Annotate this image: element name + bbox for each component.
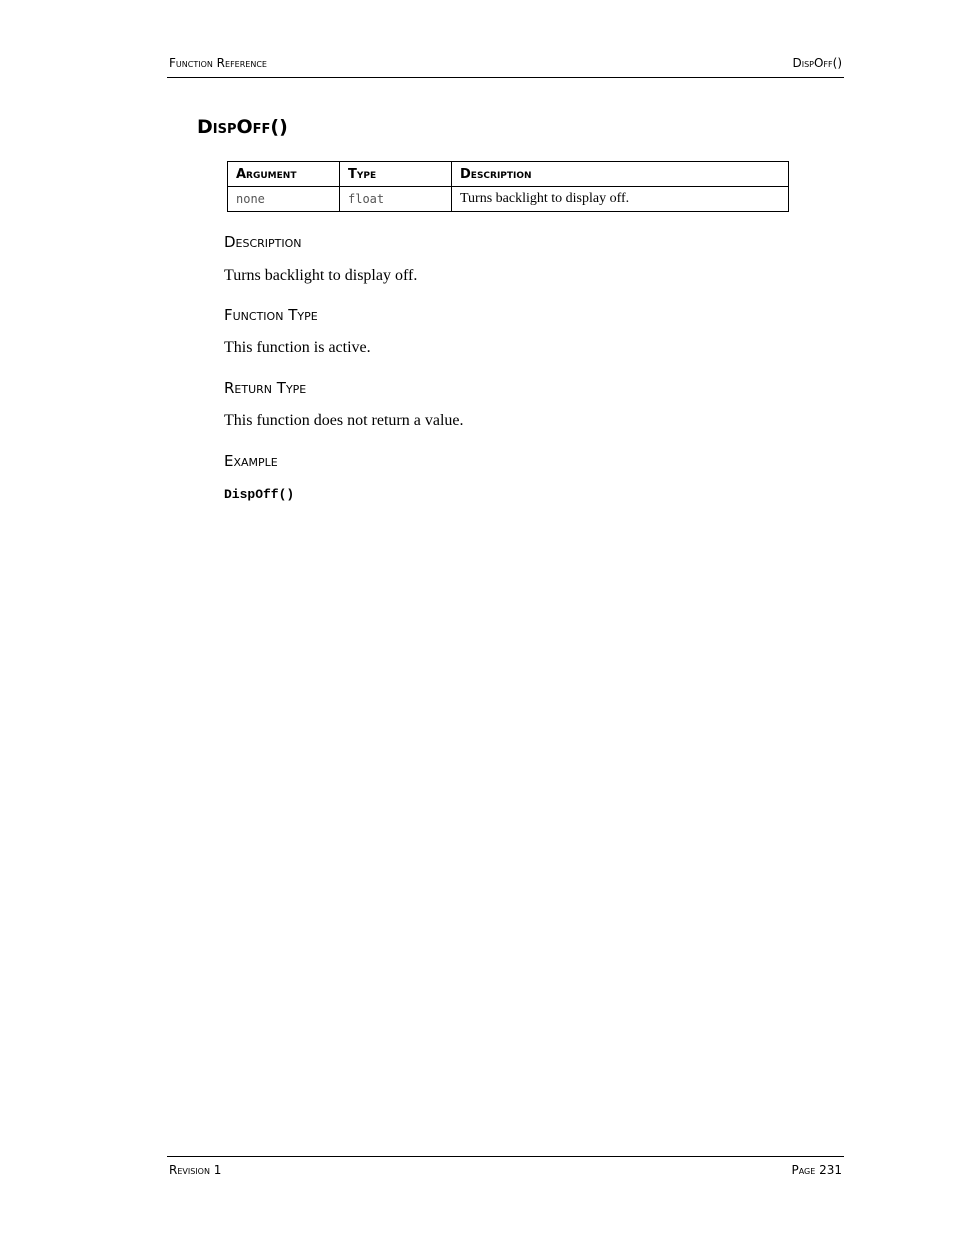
function-type-text: This function is active. (224, 339, 371, 356)
table-header-row (228, 162, 789, 187)
page-header (167, 55, 844, 78)
header-function-name: DispOff() (792, 56, 842, 70)
footer-page-number: Page 231 (791, 1163, 842, 1177)
cell-description: Turns backlight to display off. (452, 187, 789, 212)
description-heading: Description (224, 233, 302, 251)
page-footer (167, 1156, 844, 1177)
return-type-heading: Return Type (224, 379, 307, 397)
header-argument: Argument (228, 162, 340, 187)
footer-revision: Revision 1 (169, 1163, 222, 1177)
function-type-heading: Function Type (224, 306, 318, 324)
example-heading: Example (224, 452, 278, 470)
argument-table (227, 161, 789, 212)
header-description: Description (452, 162, 789, 187)
header-section-title: Function Reference (169, 56, 267, 70)
page-title: DispOff() (197, 116, 288, 138)
table-row (228, 187, 789, 212)
cell-argument: none (228, 187, 340, 212)
header-type: Type (340, 162, 452, 187)
description-text: Turns backlight to display off. (224, 267, 418, 284)
cell-type: float (340, 187, 452, 212)
return-type-text: This function does not return a value. (224, 412, 464, 429)
example-code: DispOff() (224, 487, 295, 502)
